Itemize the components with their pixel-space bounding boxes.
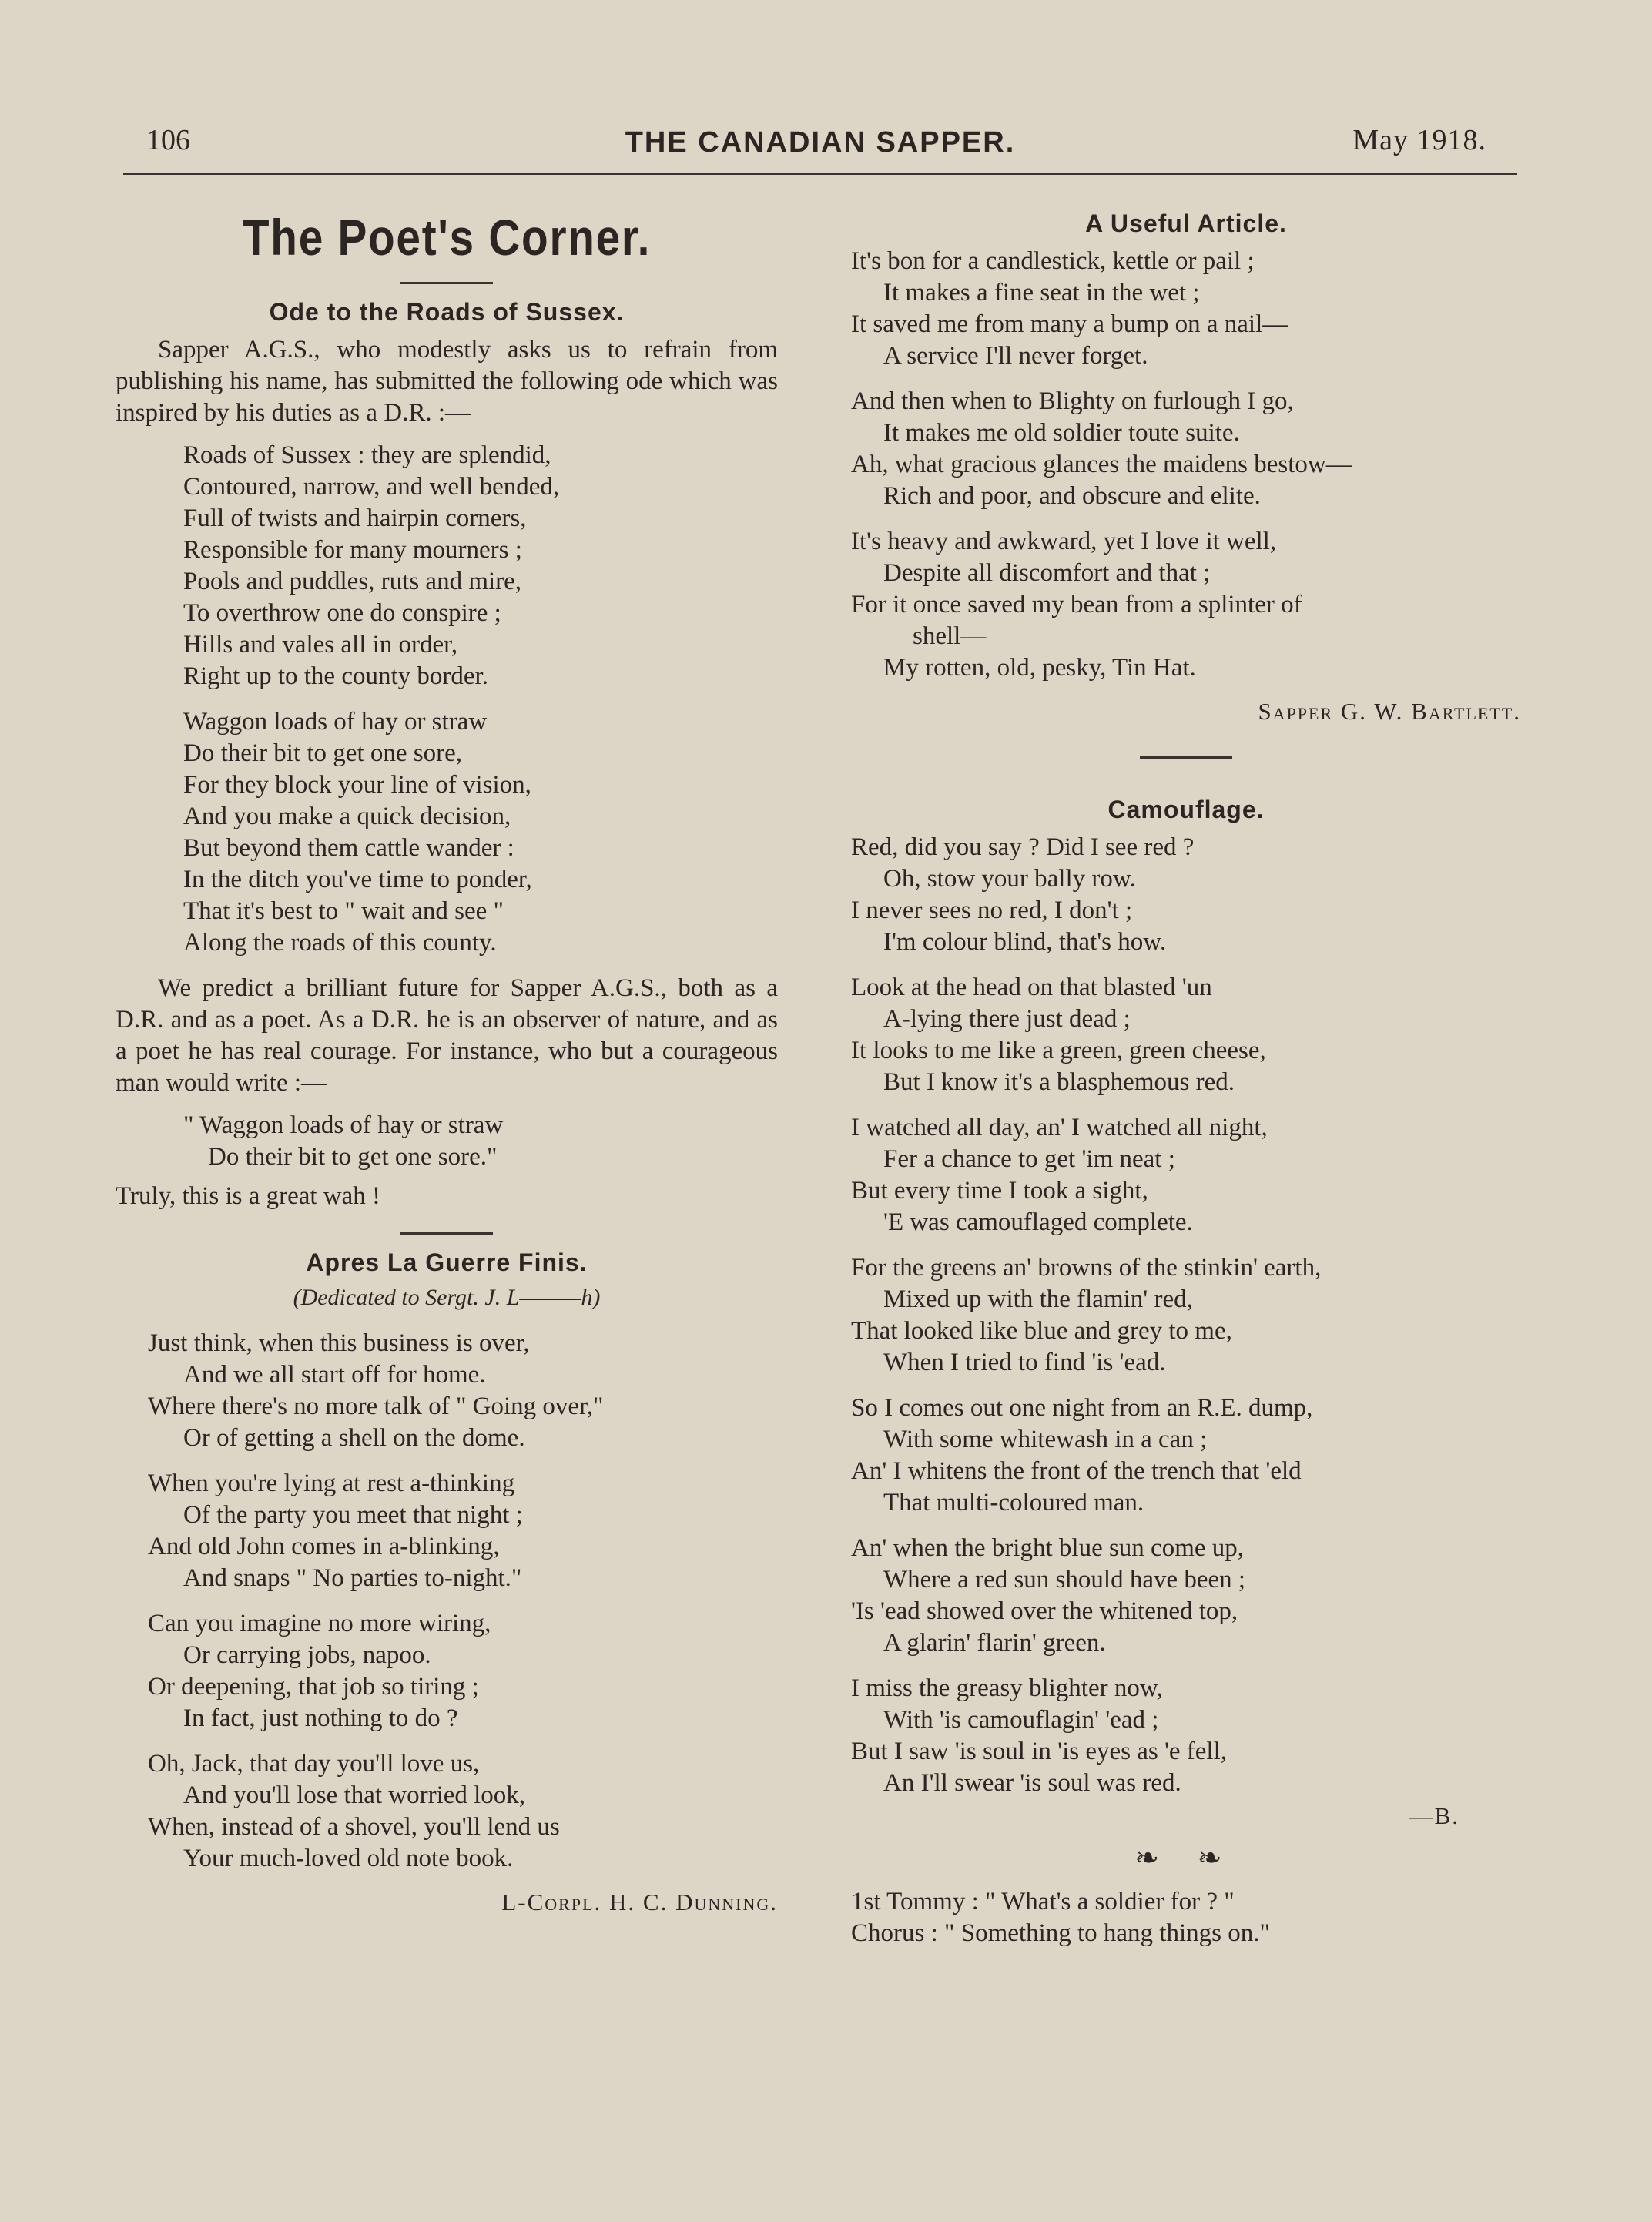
poem-line: Mixed up with the flamin' red, [883, 1285, 1193, 1313]
ornament-fleurons: ❧ ❧ [1134, 1842, 1238, 1875]
poem-line: Of the party you meet that night ; [183, 1501, 523, 1529]
poem-line: Responsible for many mourners ; [183, 536, 522, 564]
poem-line: shell— [913, 622, 987, 650]
poem-line: Rich and poor, and obscure and elite. [883, 482, 1261, 510]
poem-line: Oh, Jack, that day you'll love us, [148, 1750, 480, 1778]
poem-line: Look at the head on that blasted 'un [851, 974, 1212, 1001]
useful-title: A Useful Article. [1085, 209, 1287, 237]
poem-line: To overthrow one do conspire ; [183, 599, 501, 627]
camouflage-stanza-5 [851, 1393, 1521, 1519]
useful-stanza-1 [851, 246, 1521, 372]
poem-line: 'E was camouflaged complete. [883, 1208, 1193, 1236]
joke-line: Chorus : " Something to hang things on." [851, 1919, 1270, 1947]
poem-line: Right up to the county border. [183, 662, 488, 690]
camouflage-title: Camouflage. [1107, 796, 1265, 823]
poem-line: It makes me old soldier toute suite. [883, 419, 1240, 447]
joke [851, 1886, 1521, 1949]
useful-stanza-3 [851, 526, 1521, 684]
poem-line: Where there's no more talk of " Going over," [148, 1393, 604, 1420]
camouflage-stanza-4 [851, 1252, 1521, 1379]
poem-line: Oh, stow your bally row. [883, 865, 1136, 893]
poem-line: I never sees no red, I don't ; [851, 897, 1133, 924]
poem-line: That it's best to " wait and see " [183, 897, 504, 925]
poem-line: When I tried to find 'is 'ead. [883, 1349, 1166, 1376]
poem-line: Or carrying jobs, napoo. [183, 1641, 431, 1669]
camouflage-stanza-3 [851, 1112, 1521, 1238]
issue-date: May 1918. [1352, 124, 1486, 156]
poem-line: For they block your line of vision, [183, 771, 531, 799]
poem-line: Or of getting a shell on the dome. [183, 1424, 525, 1452]
poem-line: Red, did you say ? Did I see red ? [851, 833, 1195, 861]
poem-line: Just think, when this business is over, [148, 1329, 530, 1357]
poem-line: That multi-coloured man. [883, 1489, 1144, 1517]
poem-line: That looked like blue and grey to me, [851, 1317, 1232, 1345]
poem-line: It's bon for a candlestick, kettle or pail ; [851, 247, 1255, 275]
poem-line: So I comes out one night from an R.E. dump, [851, 1394, 1313, 1422]
apres-signature: L-Corpl. H. C. Dunning. [501, 1889, 778, 1915]
poem-line: In fact, just nothing to do ? [183, 1704, 458, 1732]
left-column [116, 193, 778, 1916]
poem-line: But I saw 'is soul in 'is eyes as 'e fell, [851, 1738, 1228, 1765]
poem-line: Or deepening, that job so tiring ; [148, 1673, 479, 1701]
ode-closing: Truly, this is a great wah ! [116, 1182, 381, 1210]
poem-line: Roads of Sussex : they are splendid, [183, 441, 551, 469]
camouflage-signature: —B. [1409, 1802, 1459, 1829]
poem-line: An' I whitens the front of the trench that 'eld [851, 1457, 1302, 1485]
poem-line: Despite all discomfort and that ; [883, 559, 1211, 587]
poem-line: But beyond them cattle wander : [183, 834, 514, 862]
poem-line: And you make a quick decision, [183, 803, 511, 830]
section-main-title: The Poet's Corner. [242, 209, 652, 266]
apres-title: Apres La Guerre Finis. [306, 1248, 588, 1276]
ode-intro: Sapper A.G.S., who modestly asks us to refrain from publishing his name, has submitted the following ode which was inspired by his duties as a D.R. :— [116, 336, 778, 427]
poem-line: But every time I took a sight, [851, 1177, 1148, 1205]
section-divider [1140, 756, 1232, 759]
camouflage-stanza-2 [851, 972, 1521, 1098]
poem-line: Ah, what gracious glances the maidens bestow— [851, 451, 1352, 478]
camouflage-stanza-1 [851, 832, 1521, 958]
poem-line: For the greens an' browns of the stinkin' earth, [851, 1254, 1322, 1282]
apres-stanza-4 [116, 1748, 778, 1875]
poem-line: An I'll swear 'is soul was red. [883, 1769, 1181, 1797]
apres-stanza-3 [116, 1608, 778, 1734]
poem-line: Fer a chance to get 'im neat ; [883, 1145, 1175, 1173]
page-header [123, 123, 1517, 169]
poem-line: Hills and vales all in order, [183, 631, 458, 659]
useful-stanza-2 [851, 386, 1521, 512]
poem-line: A service I'll never forget. [883, 342, 1148, 370]
poem-line: I'm colour blind, that's how. [883, 928, 1167, 956]
poem-line: Do their bit to get one sore, [183, 739, 463, 767]
apres-stanza-1 [116, 1328, 778, 1454]
poem-line: Waggon loads of hay or straw [183, 708, 488, 736]
useful-signature: Sapper G. W. Bartlett. [1258, 698, 1521, 725]
ode-stanza-2 [116, 706, 778, 959]
poem-line: And you'll lose that worried look, [183, 1781, 526, 1809]
poem-line: Can you imagine no more wiring, [148, 1610, 491, 1637]
camouflage-stanza-7 [851, 1673, 1521, 1799]
ode-stanza-1 [116, 440, 778, 692]
ode-quote [116, 1110, 778, 1173]
apres-dedication: (Dedicated to Sergt. J. L———h) [293, 1285, 601, 1310]
poem-line: But I know it's a blasphemous red. [883, 1068, 1235, 1096]
poem-line: A-lying there just dead ; [883, 1005, 1131, 1033]
poem-line: For it once saved my bean from a splinter of [851, 591, 1302, 618]
joke-line: 1st Tommy : " What's a soldier for ? " [851, 1888, 1235, 1915]
poem-line: My rotten, old, pesky, Tin Hat. [883, 654, 1196, 682]
camouflage-stanza-6 [851, 1533, 1521, 1659]
poem-line: 'Is 'ead showed over the whitened top, [851, 1597, 1238, 1625]
poem-line: Contoured, narrow, and well bended, [183, 473, 560, 501]
title-divider [400, 282, 493, 284]
ode-title: Ode to the Roads of Sussex. [269, 298, 625, 326]
poem-line: Where a red sun should have been ; [883, 1566, 1246, 1594]
apres-stanza-2 [116, 1468, 778, 1594]
section-divider [400, 1232, 493, 1235]
header-rule [123, 173, 1517, 175]
magazine-title: THE CANADIAN SAPPER. [625, 126, 1016, 159]
poem-line: In the ditch you've time to ponder, [183, 866, 532, 893]
poem-line: With 'is camouflagin' 'ead ; [883, 1706, 1159, 1734]
right-column [851, 193, 1521, 1963]
poem-line: It's heavy and awkward, yet I love it well, [851, 528, 1277, 555]
quote-line: " Waggon loads of hay or straw [183, 1111, 504, 1139]
poem-line: Your much-loved old note book. [183, 1845, 514, 1872]
poem-line: And we all start off for home. [183, 1361, 486, 1389]
poem-line: Pools and puddles, ruts and mire, [183, 568, 522, 595]
quote-line: Do their bit to get one sore." [208, 1143, 498, 1171]
poem-line: Along the roads of this county. [183, 929, 497, 957]
poem-line: I watched all day, an' I watched all night, [851, 1114, 1268, 1141]
poem-line: Full of twists and hairpin corners, [183, 504, 527, 532]
poem-line: It makes a fine seat in the wet ; [883, 279, 1200, 307]
poem-line: I miss the greasy blighter now, [851, 1674, 1163, 1702]
poem-line: A glarin' flarin' green. [883, 1629, 1106, 1657]
ode-comment: We predict a brilliant future for Sapper A.G.S., both as a D.R. and as a poet. As a D.R. he is an observer of nature, and as a poet he has real courage. For instance, who but a courageous man would write :— [116, 974, 778, 1097]
poem-line: An' when the bright blue sun come up, [851, 1534, 1245, 1562]
poem-line: It looks to me like a green, green cheese, [851, 1037, 1266, 1064]
poem-line: And then when to Blighty on furlough I go, [851, 387, 1294, 415]
poem-line: It saved me from many a bump on a nail— [851, 310, 1288, 338]
poem-line: And old John comes in a-blinking, [148, 1533, 500, 1560]
poem-line: When you're lying at rest a-thinking [148, 1470, 515, 1497]
poem-line: And snaps " No parties to-night." [183, 1564, 522, 1592]
poem-line: With some whitewash in a can ; [883, 1426, 1208, 1453]
poem-line: When, instead of a shovel, you'll lend us [148, 1813, 560, 1841]
page-number: 106 [146, 124, 190, 156]
